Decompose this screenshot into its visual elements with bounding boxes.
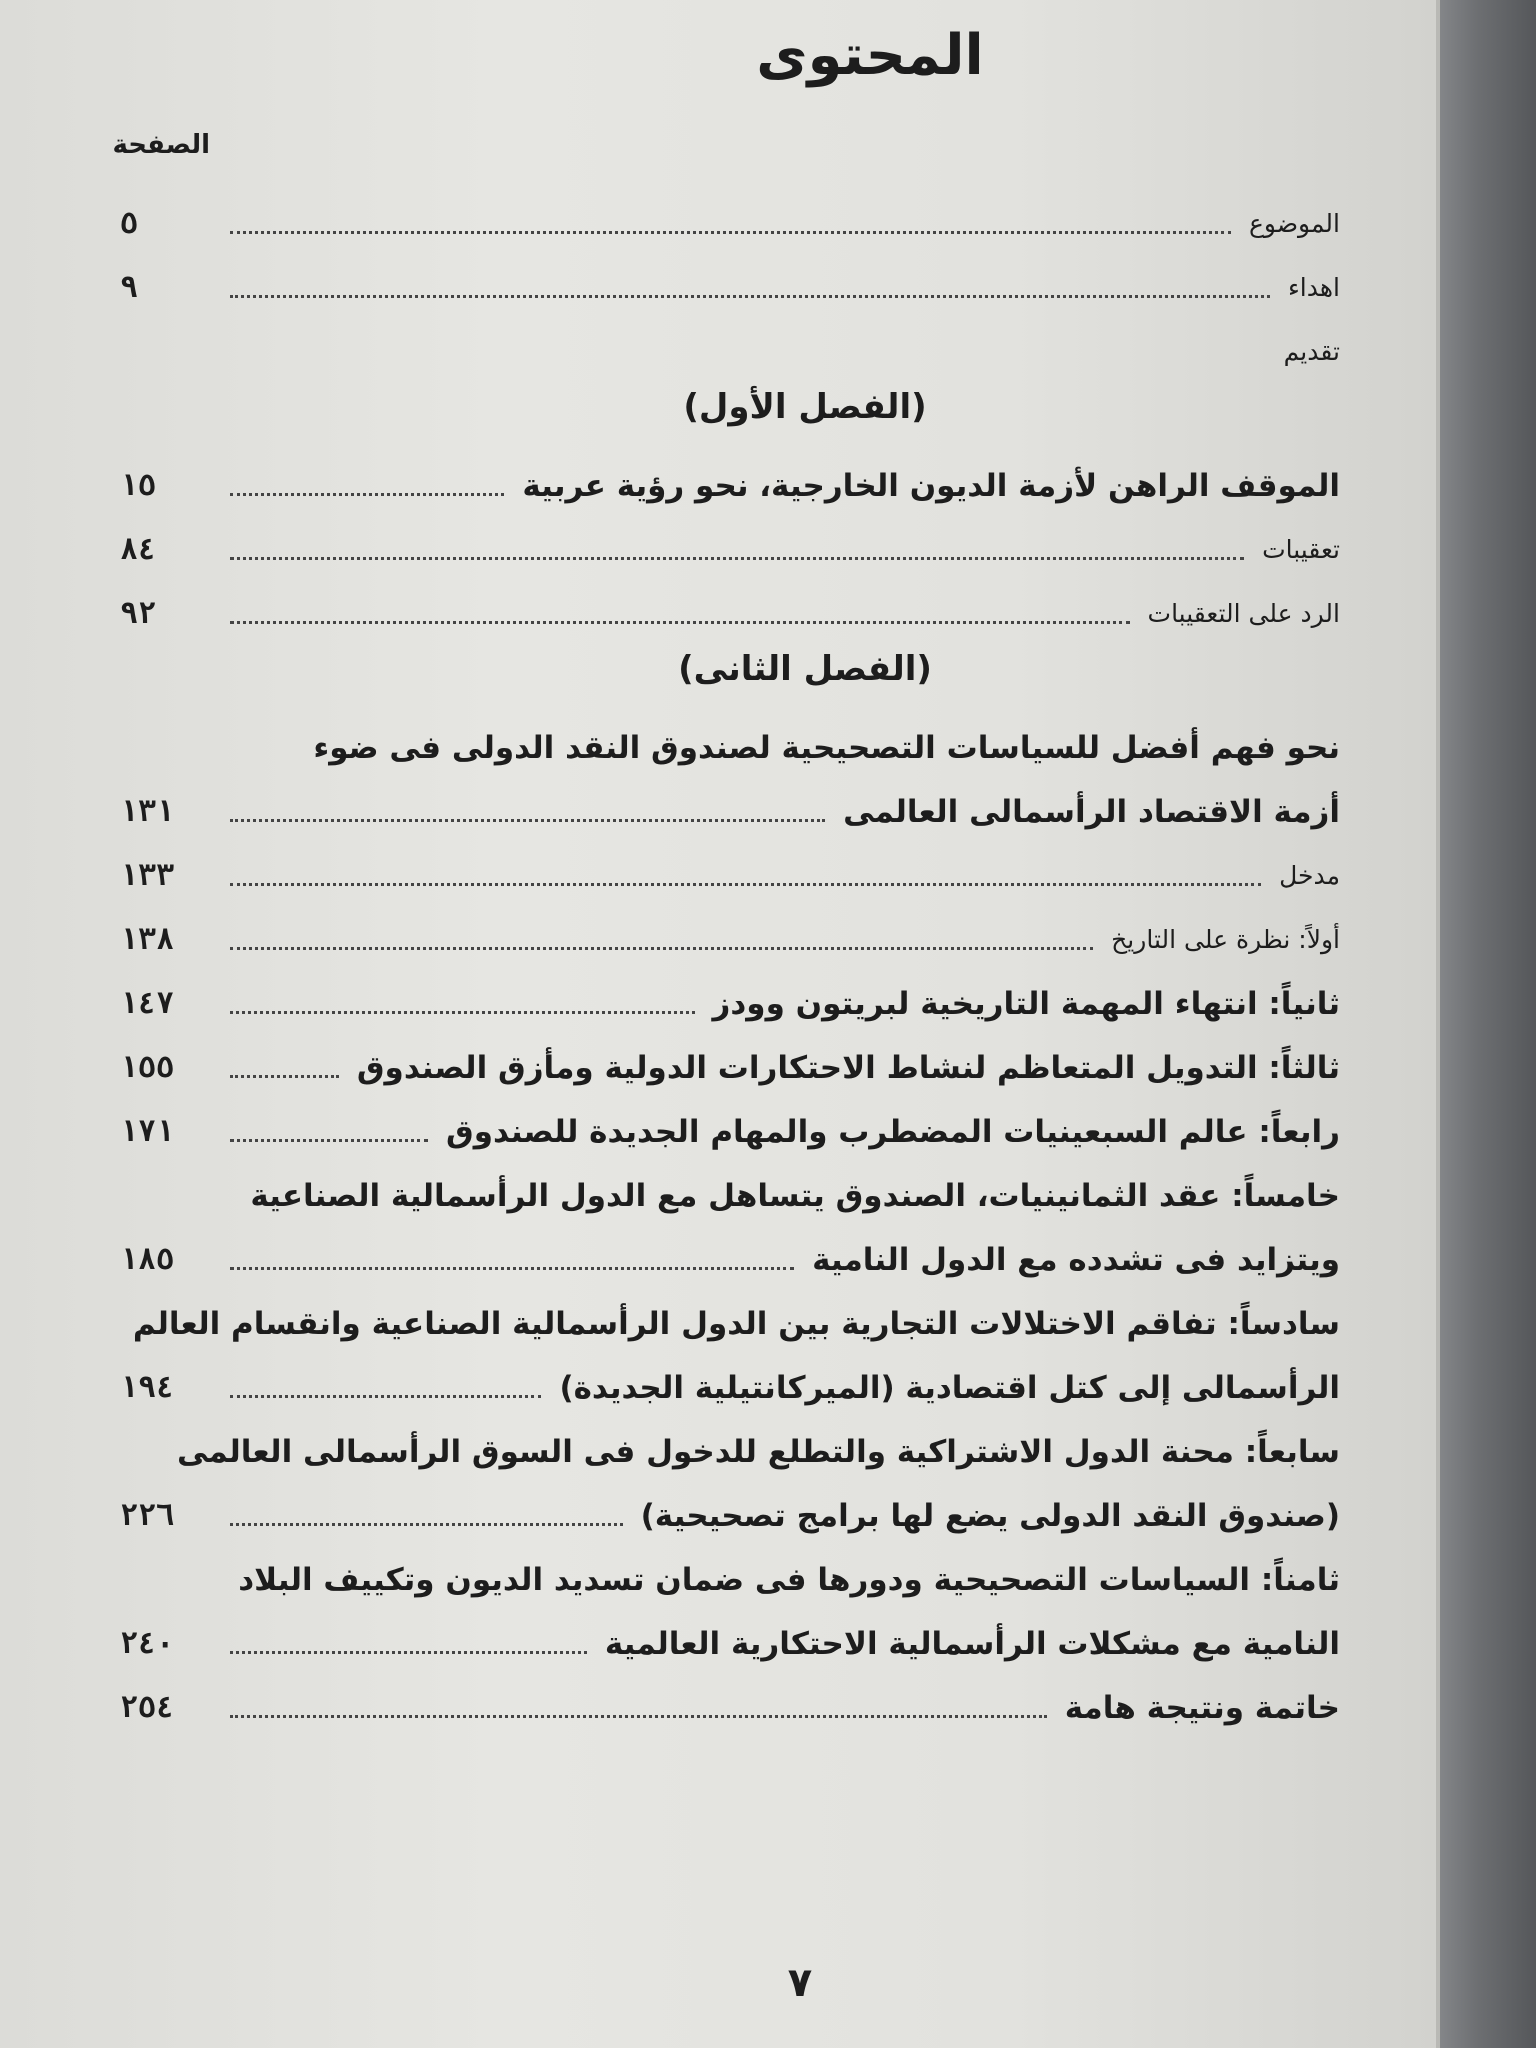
dot-leader: [230, 1139, 428, 1142]
dot-leader: [230, 493, 504, 496]
toc-entry: [120, 180, 1340, 244]
toc-entry: [120, 1344, 1340, 1408]
dot-leader: [230, 883, 1261, 886]
toc-entry: [120, 1600, 1340, 1664]
toc-entry-page-number: ١٧١: [120, 1114, 175, 1149]
toc-entry: [120, 704, 1340, 768]
toc-entry-label: مدخل: [1279, 861, 1340, 890]
toc-entry-page-number: ١٥٥: [120, 1050, 175, 1085]
toc-entry-label: تقديم: [1283, 337, 1340, 366]
table-of-contents: [120, 180, 1340, 1728]
toc-entry: [120, 1280, 1340, 1344]
toc-entry-label: الرأسمالى إلى كتل اقتصادية (الميركانتيلية الجديدة): [559, 1370, 1340, 1406]
toc-entry-page-number: ٢٥٤: [120, 1690, 175, 1725]
dot-leader: [230, 231, 1231, 234]
toc-entry-page-number: ١٩٤: [120, 1370, 175, 1405]
toc-entry-page-number: ٥: [120, 206, 139, 241]
toc-entry: [120, 1088, 1340, 1152]
toc-entry-label: سادساً: تفاقم الاختلالات التجارية بين الدول الرأسمالية الصناعية وانقسام العالم: [132, 1306, 1340, 1342]
toc-entry-page-number: ٢٤٠: [120, 1626, 175, 1661]
dot-leader: [230, 1715, 1047, 1718]
toc-entry-label: رابعاً: عالم السبعينيات المضطرب والمهام الجديدة للصندوق: [445, 1114, 1340, 1150]
toc-entry-page-number: ١٥: [120, 468, 157, 503]
toc-entry: [120, 1152, 1340, 1216]
toc-entry: [120, 308, 1340, 372]
page-number: ٧: [787, 1960, 813, 2006]
toc-entry-label: الموضوع: [1249, 209, 1340, 238]
chapter-heading: [120, 372, 1340, 442]
chapter-heading: [120, 634, 1340, 704]
dot-leader: [230, 1075, 339, 1078]
toc-entry-label: أزمة الاقتصاد الرأسمالى العالمى: [843, 794, 1340, 830]
page-edge: [1436, 0, 1440, 2048]
toc-entry-page-number: ٩٢: [120, 596, 157, 631]
toc-entry-label: النامية مع مشكلات الرأسمالية الاحتكارية العالمية: [604, 1626, 1340, 1662]
dot-leader: [230, 1523, 623, 1526]
toc-entry-label: خامساً: عقد الثمانينيات، الصندوق يتساهل مع الدول الرأسمالية الصناعية: [250, 1178, 1340, 1214]
page-column-header: الصفحة: [112, 130, 210, 160]
toc-entry-page-number: ١٨٥: [120, 1242, 175, 1277]
toc-entry: [120, 768, 1340, 832]
toc-entry-label: (صندوق النقد الدولى يضع لها برامج تصحيحية): [640, 1498, 1340, 1534]
toc-entry-label: الموقف الراهن لأزمة الديون الخارجية، نحو رؤية عربية: [522, 468, 1340, 504]
toc-entry-label: أولاً: نظرة على التاريخ: [1111, 925, 1340, 954]
toc-entry-label: ثالثاً: التدويل المتعاظم لنشاط الاحتكارات الدولية ومأزق الصندوق: [356, 1050, 1340, 1086]
toc-entry-label: ثامناً: السياسات التصحيحية ودورها فى ضمان تسديد الديون وتكييف البلاد: [238, 1562, 1340, 1598]
toc-entry-label: تعقيبات: [1262, 535, 1340, 564]
dot-leader: [230, 1395, 541, 1398]
toc-entry-page-number: ١٤٧: [120, 986, 175, 1021]
desk-background: [1438, 0, 1536, 2048]
toc-entry-label: خاتمة ونتيجة هامة: [1064, 1690, 1340, 1726]
dot-leader: [230, 819, 825, 822]
toc-entry: [120, 570, 1340, 634]
dot-leader: [230, 557, 1244, 560]
toc-entry-label: ويتزايد فى تشدده مع الدول النامية: [812, 1242, 1340, 1278]
toc-entry: [120, 442, 1340, 506]
dot-leader: [230, 621, 1130, 624]
toc-entry: [120, 1216, 1340, 1280]
toc-entry-page-number: ١٣٨: [120, 922, 175, 957]
toc-entry-label: اهداء: [1288, 273, 1340, 302]
toc-entry-label: ثانياً: انتهاء المهمة التاريخية لبريتون وودز: [712, 986, 1340, 1022]
toc-entry: [120, 506, 1340, 570]
dot-leader: [230, 1011, 695, 1014]
dot-leader: [230, 947, 1093, 950]
toc-entry: [120, 1408, 1340, 1472]
toc-entry-label: الرد على التعقيبات: [1147, 599, 1340, 628]
toc-entry-label: سابعاً: محنة الدول الاشتراكية والتطلع للدخول فى السوق الرأسمالى العالمى: [177, 1434, 1340, 1470]
toc-entry: [120, 832, 1340, 896]
toc-entry-page-number: ٨٤: [120, 532, 157, 567]
dot-leader: [230, 1267, 794, 1270]
toc-entry: [120, 960, 1340, 1024]
toc-entry-page-number: ١٣١: [120, 794, 175, 829]
chapter-heading-label: (الفصل الأول): [683, 387, 927, 427]
toc-entry: [120, 1664, 1340, 1728]
toc-entry-page-number: ١٣٣: [120, 858, 175, 893]
toc-entry-label: نحو فهم أفضل للسياسات التصحيحية لصندوق النقد الدولى فى ضوء: [313, 730, 1340, 766]
toc-entry: [120, 1536, 1340, 1600]
toc-entry: [120, 244, 1340, 308]
page-title: المحتوى: [756, 23, 984, 88]
toc-entry-page-number: ٢٢٦: [120, 1498, 175, 1533]
toc-entry: [120, 1472, 1340, 1536]
toc-entry-page-number: ٩: [120, 270, 139, 305]
dot-leader: [230, 295, 1270, 298]
toc-entry: [120, 896, 1340, 960]
chapter-heading-label: (الفصل الثانى): [678, 649, 932, 689]
toc-entry: [120, 1024, 1340, 1088]
dot-leader: [230, 1651, 587, 1654]
